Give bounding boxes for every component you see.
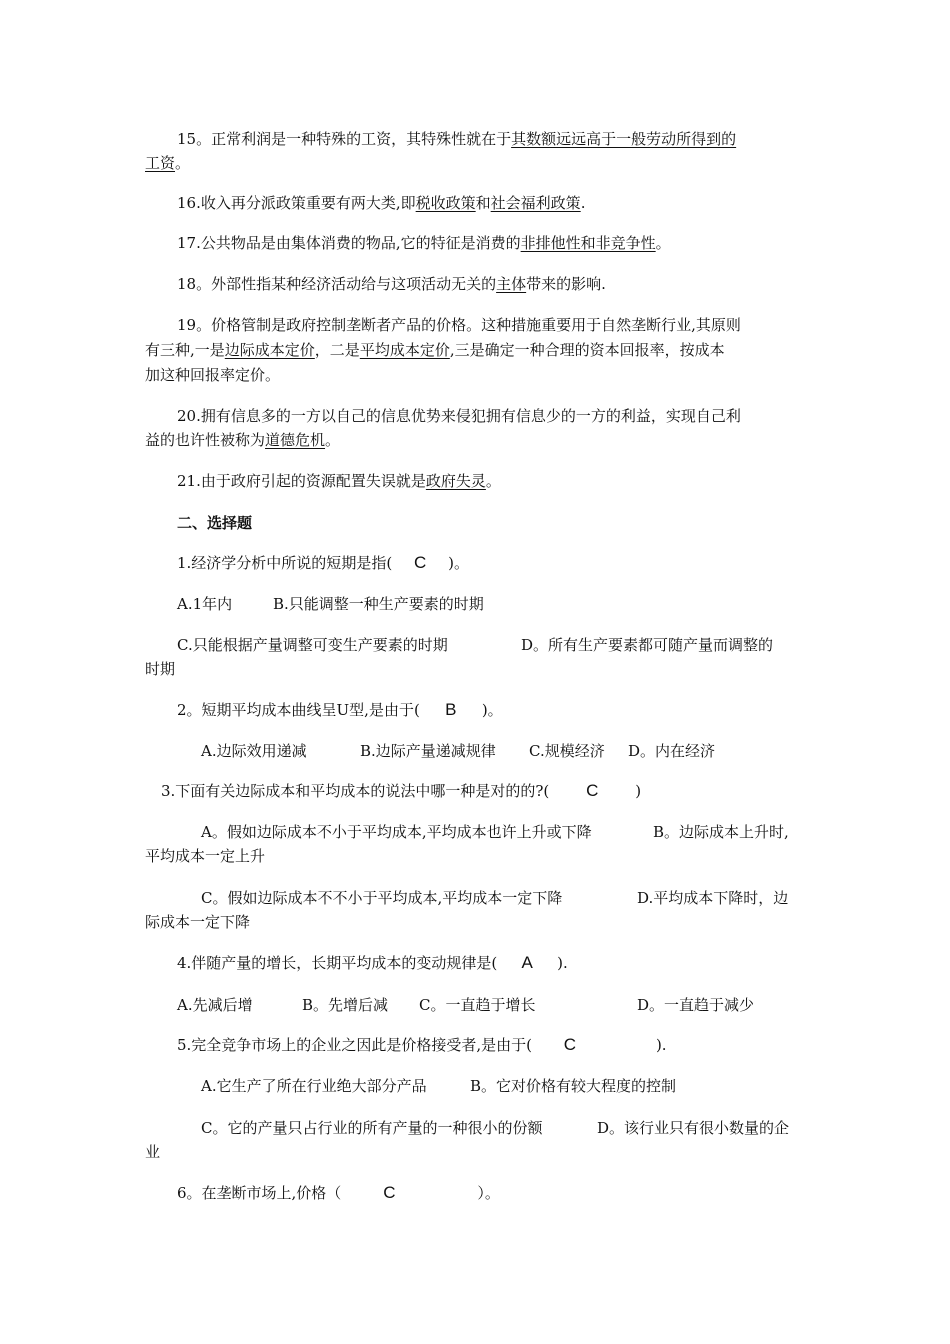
question-3 bbox=[161, 781, 641, 801]
item-number: 17. bbox=[177, 234, 201, 252]
item-text: 益的也许性被称为 bbox=[145, 431, 266, 449]
underlined-answer: 道德危机 bbox=[265, 431, 326, 449]
underlined-answer: 平均成本定价 bbox=[359, 341, 450, 359]
question-2 bbox=[177, 700, 503, 720]
question-1-option-d-cont: 时期 bbox=[145, 660, 176, 678]
item-text: ,三是确定一种合理的资本回报率，按成本 bbox=[449, 341, 725, 359]
question-4 bbox=[177, 953, 568, 973]
answer-letter: A bbox=[521, 953, 533, 972]
fill-in-item-18 bbox=[177, 274, 606, 294]
fill-in-item-21 bbox=[177, 471, 501, 491]
question-3-option-d-cont: 际成本一定下降 bbox=[145, 913, 251, 931]
question-4-option-d: D。一直趋于减少 bbox=[637, 996, 755, 1014]
fill-in-item-19 bbox=[177, 315, 741, 335]
fill-in-item-15 bbox=[177, 129, 736, 149]
item-text: 价格管制是政府控制垄断者产品的价格。这种措施重要用于自然垄断行业,其原则 bbox=[211, 316, 741, 334]
question-5-option-b: B。它对价格有较大程度的控制 bbox=[470, 1077, 677, 1095]
answer-letter: C bbox=[414, 553, 427, 572]
item-number: 16. bbox=[177, 194, 201, 212]
question-stem: ). bbox=[557, 954, 568, 972]
underlined-answer: 非排他性和非竞争性 bbox=[520, 234, 656, 252]
question-2-option-c: C.规模经济 bbox=[529, 742, 605, 760]
item-text: 拥有信息多的一方以自己的信息优势来侵犯拥有信息少的一方的利益，实现自己利 bbox=[200, 407, 741, 425]
underlined-answer: 工资 bbox=[145, 154, 176, 172]
item-number: 15。 bbox=[177, 130, 212, 148]
question-stem: 5.完全竞争市场上的企业之因此是价格接受者,是由于( bbox=[177, 1036, 532, 1054]
item-text: 。 bbox=[655, 234, 671, 252]
fill-in-item-20-line2 bbox=[145, 430, 340, 450]
fill-in-item-16 bbox=[177, 193, 585, 213]
question-stem: 1.经济学分析中所说的短期是指( bbox=[177, 554, 393, 572]
underlined-answer: 税收政策 bbox=[415, 194, 476, 212]
question-2-option-b: B.边际产量递减规律 bbox=[360, 742, 496, 760]
item-text: 正常利润是一种特殊的工资，其特殊性就在于 bbox=[211, 130, 512, 148]
underlined-answer: 社会福利政策 bbox=[490, 194, 581, 212]
question-2-option-a: A.边际效用递减 bbox=[201, 742, 307, 760]
underlined-answer: 政府失灵 bbox=[425, 472, 486, 490]
fill-in-item-17 bbox=[177, 233, 671, 253]
answer-letter: C bbox=[586, 781, 599, 800]
fill-in-item-20 bbox=[177, 406, 741, 426]
question-1-option-b: B.只能调整一种生产要素的时期 bbox=[273, 595, 484, 613]
question-stem: ）。 bbox=[477, 1184, 500, 1202]
item-text: 有三种,一是 bbox=[145, 341, 225, 359]
fill-in-item-19-line2 bbox=[145, 340, 725, 360]
question-3-option-b-cont: 平均成本一定上升 bbox=[145, 847, 266, 865]
question-stem: ). bbox=[655, 1036, 667, 1054]
question-3-option-a: A。假如边际成本不小于平均成本,平均成本也许上升或下降 bbox=[201, 823, 592, 841]
section-title: 二、选择题 bbox=[177, 514, 253, 532]
answer-letter: C bbox=[383, 1183, 396, 1202]
underlined-answer: 主体 bbox=[496, 275, 527, 293]
item-text: 。 bbox=[485, 472, 501, 490]
item-text: 。 bbox=[325, 431, 341, 449]
item-number: 18。 bbox=[177, 275, 212, 293]
question-2-option-d: D。内在经济 bbox=[628, 742, 716, 760]
item-text: ，二是 bbox=[314, 341, 360, 359]
item-text: . bbox=[580, 194, 586, 212]
item-number: 21. bbox=[177, 472, 201, 490]
question-4-option-c: C。一直趋于增长 bbox=[419, 996, 536, 1014]
item-text: 和 bbox=[475, 194, 491, 212]
question-1-option-c: C.只能根据产量调整可变生产要素的时期 bbox=[177, 636, 448, 654]
question-stem: 3.下面有关边际成本和平均成本的说法中哪一种是对的的?( bbox=[161, 782, 550, 800]
question-5-option-d-cont: 业 bbox=[145, 1143, 161, 1161]
question-6 bbox=[177, 1183, 500, 1203]
item-text: 外部性指某种经济活动给与这项活动无关的 bbox=[211, 275, 497, 293]
question-1-option-d: D。所有生产要素都可随产量而调整的 bbox=[521, 636, 774, 654]
answer-letter: B bbox=[445, 700, 457, 719]
question-3-option-d: D.平均成本下降时，边 bbox=[637, 889, 789, 907]
question-stem: 6。在垄断市场上,价格（ bbox=[177, 1184, 342, 1202]
item-text: 由于政府引起的资源配置失误就是 bbox=[200, 472, 426, 490]
item-text: 收入再分派政策重要有两大类,即 bbox=[200, 194, 416, 212]
fill-in-item-15-cont bbox=[145, 153, 190, 173]
item-number: 20. bbox=[177, 407, 201, 425]
question-stem: ) bbox=[635, 782, 642, 800]
answer-letter: C bbox=[563, 1035, 577, 1054]
question-5-option-a: A.它生产了所在行业绝大部分产品 bbox=[201, 1077, 427, 1095]
question-stem: )。 bbox=[448, 554, 470, 572]
question-stem: 4.伴随产量的增长，长期平均成本的变动规律是( bbox=[177, 954, 498, 972]
question-4-option-a: A.先减后增 bbox=[177, 996, 253, 1014]
question-1 bbox=[177, 553, 469, 573]
item-text: 加这种回报率定价。 bbox=[145, 366, 281, 384]
item-text: 。 bbox=[175, 154, 191, 172]
question-5-option-d: D。该行业只有很小数量的企 bbox=[597, 1119, 790, 1137]
question-3-option-c: C。假如边际成本不不小于平均成本,平均成本一定下降 bbox=[201, 889, 563, 907]
question-5 bbox=[177, 1035, 667, 1055]
question-stem: )。 bbox=[481, 701, 503, 719]
item-number: 19。 bbox=[177, 316, 212, 334]
item-text: 带来的影响. bbox=[526, 275, 606, 293]
underlined-answer: 其数额远远高于一般劳动所得到的 bbox=[511, 130, 737, 148]
question-5-option-c: C。它的产量只占行业的所有产量的一种很小的份额 bbox=[201, 1119, 543, 1137]
item-text: 公共物品是由集体消费的物品,它的特征是消费的 bbox=[200, 234, 521, 252]
question-4-option-b: B。先增后减 bbox=[302, 996, 389, 1014]
question-3-option-b: B。边际成本上升时, bbox=[653, 823, 789, 841]
question-1-option-a: A.1年内 bbox=[177, 595, 233, 613]
question-stem: 2。短期平均成本曲线呈U型,是由于( bbox=[177, 701, 420, 719]
underlined-answer: 边际成本定价 bbox=[224, 341, 315, 359]
fill-in-item-19-line3 bbox=[145, 365, 280, 385]
